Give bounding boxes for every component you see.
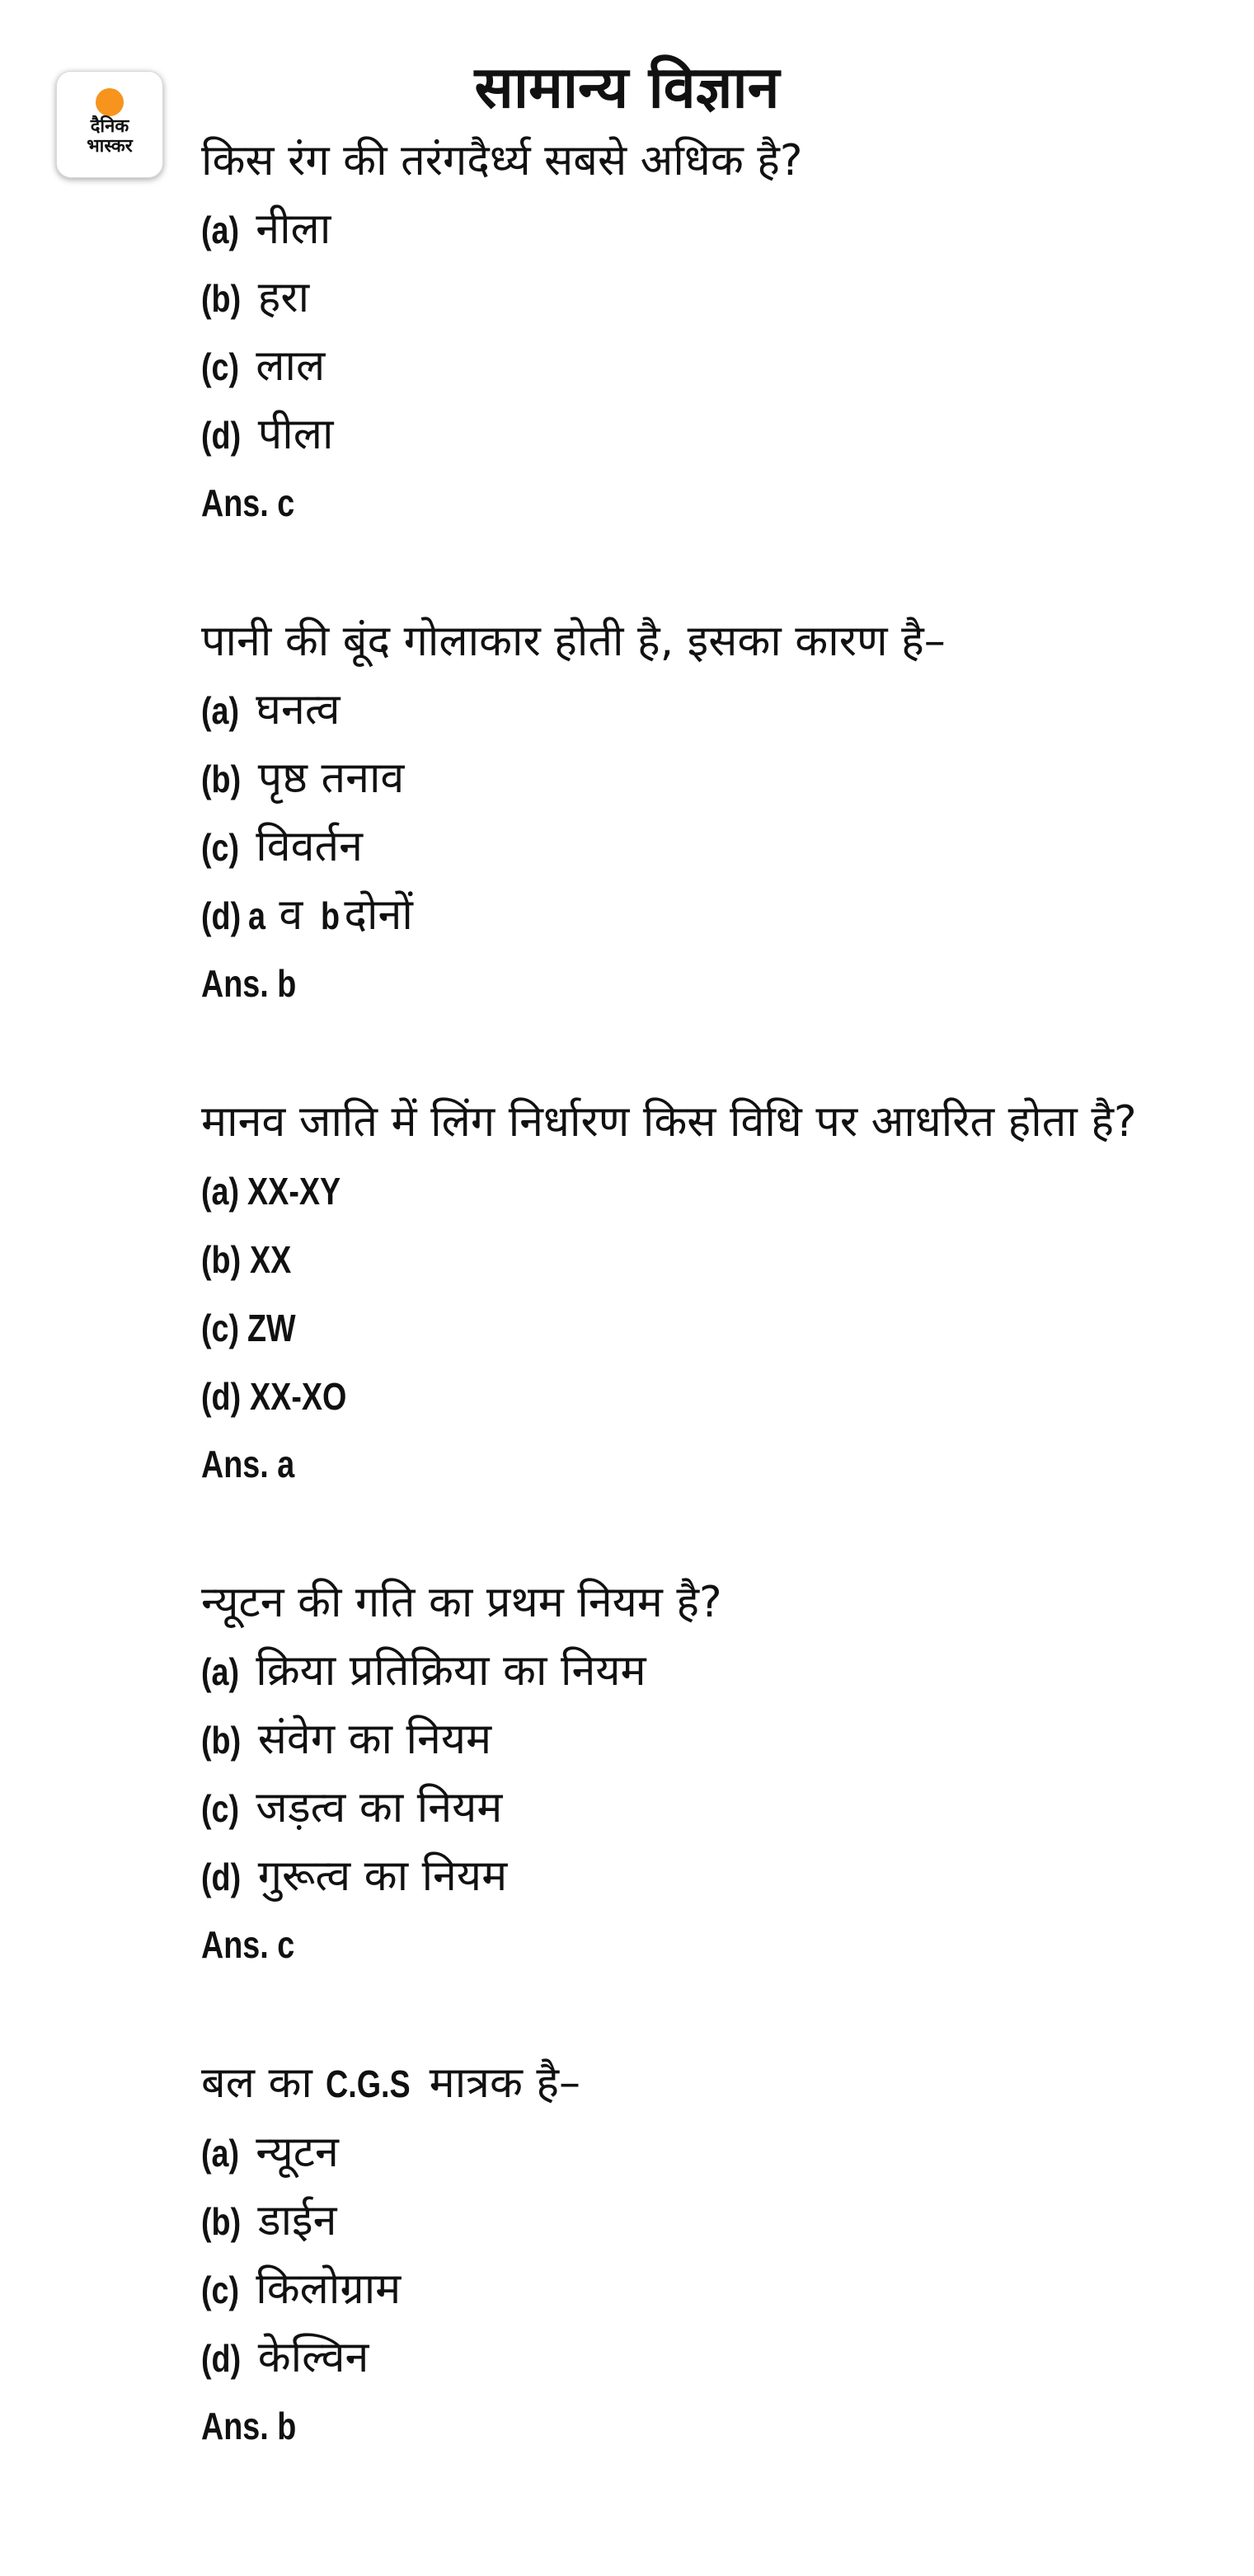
option-a bbox=[201, 195, 1223, 264]
option-text: केल्विन bbox=[257, 2333, 369, 2382]
option-a bbox=[201, 1157, 1223, 1225]
question-text-pre: बल का bbox=[201, 2058, 312, 2108]
option-label: (b) bbox=[201, 758, 242, 800]
option-c bbox=[201, 1774, 1223, 1842]
option-text: पृष्ठ तनाव bbox=[257, 753, 405, 803]
option-c bbox=[201, 1293, 1223, 1362]
question-text bbox=[201, 2049, 1223, 2119]
option-text-both: दोनों bbox=[344, 890, 413, 940]
question-text-unit: C.G.S bbox=[326, 2062, 411, 2105]
option-text-a: a bbox=[247, 894, 265, 937]
option-d bbox=[201, 1362, 1223, 1430]
option-label: (b) bbox=[201, 1719, 242, 1762]
option-label: (a) bbox=[201, 1170, 240, 1213]
option-text: लाल bbox=[256, 341, 326, 391]
option-text-va: व bbox=[279, 890, 303, 940]
option-text: नीला bbox=[256, 204, 331, 254]
option-text: गुरूत्व का नियम bbox=[257, 1851, 508, 1901]
logo-line-2: भास्कर bbox=[87, 136, 133, 157]
option-text: डाईन bbox=[257, 2196, 337, 2245]
option-text: संवेग का नियम bbox=[257, 1715, 492, 1764]
option-label: (c) bbox=[201, 345, 240, 388]
option-d bbox=[201, 1842, 1223, 1911]
option-text: विवर्तन bbox=[256, 822, 364, 871]
question-1 bbox=[201, 127, 1223, 537]
option-b bbox=[201, 264, 1223, 332]
option-b bbox=[201, 744, 1223, 813]
option-c bbox=[201, 332, 1223, 401]
option-label: (a) bbox=[201, 1650, 240, 1693]
question-text: न्यूटन की गति का प्रथम नियम है? bbox=[201, 1578, 722, 1627]
question-text: किस रंग की तरंगदैर्ध्य सबसे अधिक है? bbox=[201, 136, 803, 185]
question-3 bbox=[201, 1088, 1223, 1499]
option-label: (d) bbox=[201, 1375, 242, 1418]
option-c bbox=[201, 2255, 1223, 2324]
answer: Ans. a bbox=[201, 1443, 295, 1485]
option-text-b: b bbox=[321, 894, 341, 937]
option-text: XX-XO bbox=[249, 1375, 347, 1418]
option-d bbox=[201, 401, 1223, 469]
page-title: सामान्य विज्ञान bbox=[474, 54, 780, 121]
option-b bbox=[201, 1706, 1223, 1774]
answer: Ans. c bbox=[201, 481, 295, 524]
option-text: XX bbox=[249, 1238, 292, 1281]
quiz-content bbox=[201, 127, 1223, 2531]
option-a bbox=[201, 676, 1223, 744]
option-label: (a) bbox=[201, 209, 240, 251]
option-text: किलोग्राम bbox=[256, 2264, 402, 2314]
option-text: XX-XY bbox=[247, 1170, 341, 1213]
option-text: हरा bbox=[257, 273, 310, 322]
option-label: (d) bbox=[201, 1856, 242, 1898]
option-label: (a) bbox=[201, 689, 240, 732]
option-a bbox=[201, 2119, 1223, 2187]
logo-line-1: दैनिक bbox=[90, 116, 129, 137]
option-label: (d) bbox=[201, 2337, 242, 2380]
option-d bbox=[201, 881, 1223, 950]
answer: Ans. b bbox=[201, 2405, 297, 2447]
option-text: क्रिया प्रतिक्रिया का नियम bbox=[256, 1646, 646, 1696]
question-text: मानव जाति में लिंग निर्धारण किस विधि पर आधरित होता है? bbox=[201, 1097, 1137, 1147]
option-label: (b) bbox=[201, 2200, 242, 2243]
option-label: (c) bbox=[201, 2269, 240, 2311]
option-label: (c) bbox=[201, 1307, 240, 1349]
option-text: घनत्व bbox=[256, 685, 341, 734]
question-2 bbox=[201, 608, 1223, 1018]
question-text: पानी की बूंद गोलाकार होती है, इसका कारण है– bbox=[201, 617, 946, 666]
option-text: पीला bbox=[257, 410, 334, 459]
answer: Ans. b bbox=[201, 962, 297, 1005]
option-label: (c) bbox=[201, 826, 240, 869]
option-text: ZW bbox=[247, 1307, 296, 1349]
option-text: जड़त्व का नियम bbox=[256, 1783, 503, 1832]
option-label: (c) bbox=[201, 1787, 240, 1830]
option-d bbox=[201, 2324, 1223, 2392]
option-label: (a) bbox=[201, 2132, 240, 2175]
option-b bbox=[201, 2187, 1223, 2255]
question-text-post: मात्रक है– bbox=[429, 2058, 581, 2108]
option-label: (b) bbox=[201, 277, 242, 320]
option-a bbox=[201, 1637, 1223, 1706]
answer: Ans. c bbox=[201, 1923, 295, 1966]
question-4 bbox=[201, 1569, 1223, 1979]
question-5 bbox=[201, 2049, 1223, 2461]
option-text: न्यूटन bbox=[256, 2128, 339, 2177]
option-c bbox=[201, 813, 1223, 881]
option-b bbox=[201, 1225, 1223, 1293]
option-label: (d) bbox=[201, 894, 242, 937]
option-label: (b) bbox=[201, 1238, 242, 1281]
option-label: (d) bbox=[201, 414, 242, 457]
